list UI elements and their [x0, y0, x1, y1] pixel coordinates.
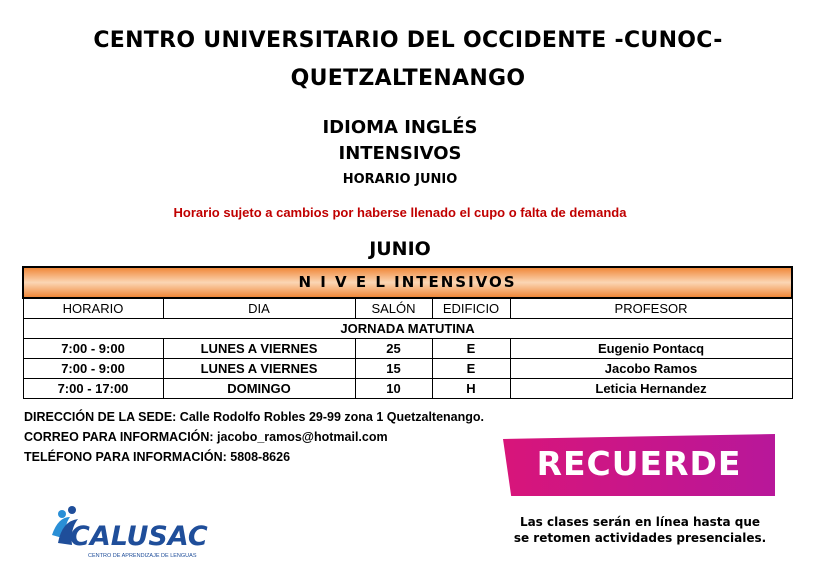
address-info: DIRECCIÓN DE LA SEDE: Calle Rodolfo Robles 29-99 zona 1 Quetzaltenango. [24, 410, 485, 424]
subject-heading: IDIOMA INGLÉS [322, 117, 478, 138]
schedule-label: HORARIO JUNIO [342, 172, 458, 187]
cell-salon: 10 [355, 379, 432, 399]
reminder-label: RECUERDE [536, 444, 742, 483]
column-header-salon: SALÓN [355, 298, 432, 319]
logo-tagline: CENTRO DE APRENDIZAJE DE LENGUAS [88, 553, 197, 559]
cell-horario: 7:00 - 17:00 [23, 379, 163, 399]
phone-info: TELÉFONO PARA INFORMACIÓN: 5808-8626 [24, 450, 291, 464]
column-header-dia: DIA [163, 298, 355, 319]
schedule-table [22, 266, 793, 399]
reminder-note-line2: se retomen actividades presenciales. [513, 531, 767, 545]
level-banner: N I V E L INTENSIVOS [23, 267, 792, 298]
email-info: CORREO PARA INFORMACIÓN: jacobo_ramos@hotmail.com [24, 430, 388, 444]
calusac-logo-graphic [48, 505, 208, 563]
program-heading: INTENSIVOS [338, 143, 462, 164]
cell-horario: 7:00 - 9:00 [23, 339, 163, 359]
cell-edificio: E [432, 359, 510, 379]
cell-edificio: E [432, 339, 510, 359]
cell-edificio: H [432, 379, 510, 399]
cell-profesor: Eugenio Pontacq [510, 339, 792, 359]
column-header-horario: HORARIO [23, 298, 163, 319]
cell-dia: LUNES A VIERNES [163, 359, 355, 379]
schedule-notice: Horario sujeto a cambios por haberse llenado el cupo o falta de demanda [173, 205, 627, 220]
cell-horario: 7:00 - 9:00 [23, 359, 163, 379]
cell-salon: 15 [355, 359, 432, 379]
logo-wordmark: CALUSAC [70, 521, 208, 552]
calusac-logo [48, 505, 208, 563]
cell-dia: LUNES A VIERNES [163, 339, 355, 359]
month-heading: JUNIO [369, 238, 431, 260]
section-jornada: JORNADA MATUTINA [23, 319, 792, 339]
cell-salon: 25 [355, 339, 432, 359]
table-row [23, 379, 792, 399]
cell-profesor: Jacobo Ramos [510, 359, 792, 379]
page-subtitle: QUETZALTENANGO [290, 66, 526, 91]
table-row [23, 359, 792, 379]
column-header-edificio: EDIFICIO [432, 298, 510, 319]
cell-profesor: Leticia Hernandez [510, 379, 792, 399]
cell-dia: DOMINGO [163, 379, 355, 399]
page-title: CENTRO UNIVERSITARIO DEL OCCIDENTE -CUNOC- [93, 28, 723, 53]
column-header-profesor: PROFESOR [510, 298, 792, 319]
table-row [23, 339, 792, 359]
reminder-note-line1: Las clases serán en línea hasta que [519, 515, 761, 529]
